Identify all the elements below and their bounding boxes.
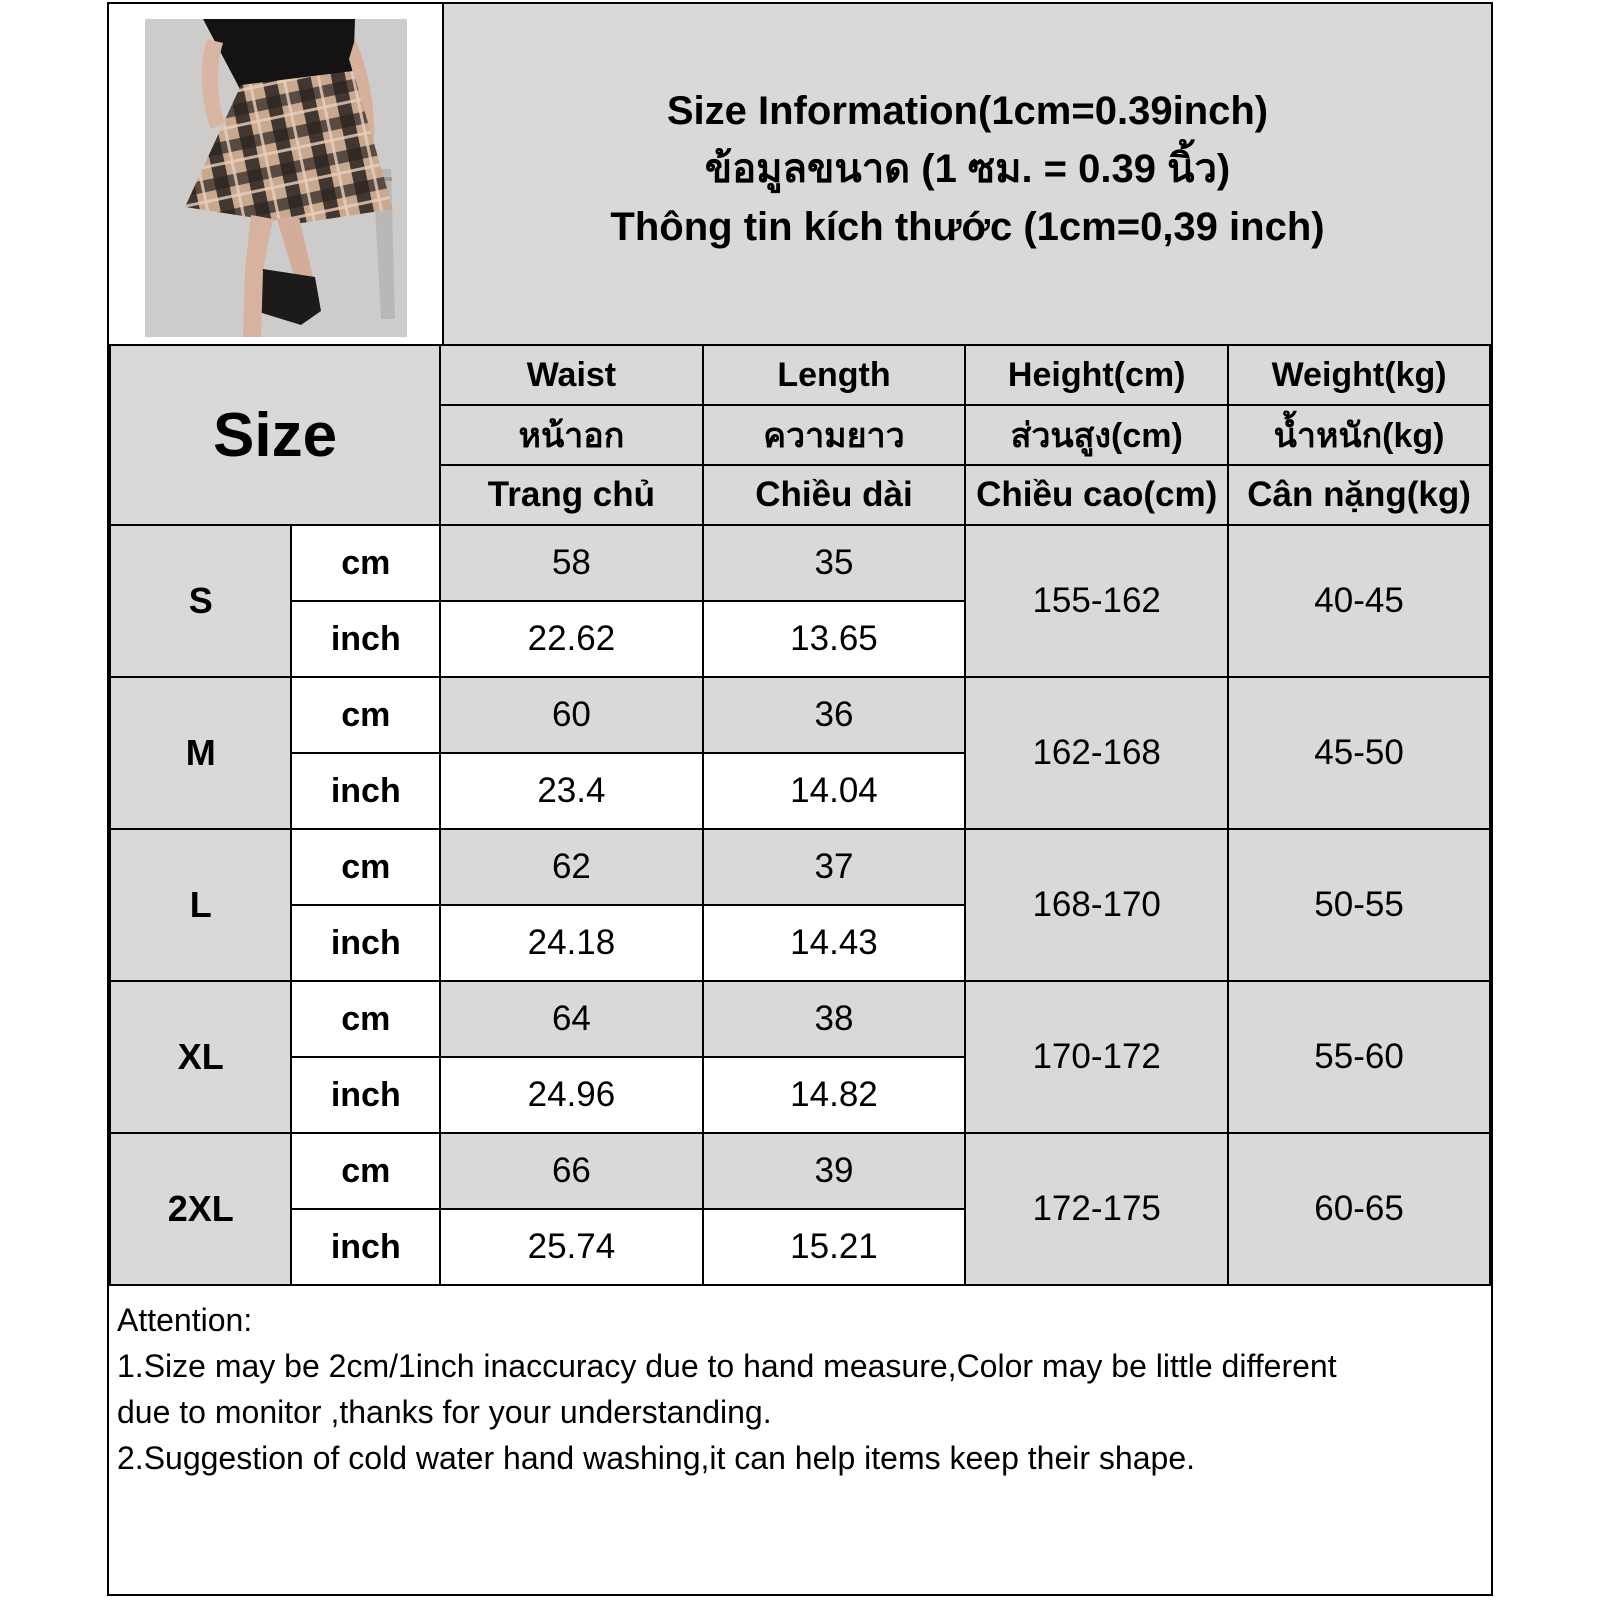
attention-note-1-cont: due to monitor ,thanks for your understanding. [117, 1394, 772, 1430]
waist-cm-s: 58 [440, 525, 703, 601]
weight-s: 40-45 [1228, 525, 1490, 677]
size-chart [107, 2, 1493, 1596]
length-inch-2xl: 15.21 [703, 1209, 966, 1285]
size-label-xl: XL [110, 981, 291, 1133]
header-length-en: Length [703, 345, 966, 405]
unit-inch: inch [291, 601, 440, 677]
length-inch-m: 14.04 [703, 753, 966, 829]
height-m: 162-168 [965, 677, 1228, 829]
height-l: 168-170 [965, 829, 1228, 981]
header-weight-vi: Cân nặng(kg) [1228, 465, 1490, 525]
height-s: 155-162 [965, 525, 1228, 677]
header-length-vi: Chiều dài [703, 465, 966, 525]
size-label-l: L [110, 829, 291, 981]
size-table [109, 344, 1491, 1286]
attention-notes [109, 1291, 1491, 1481]
length-inch-xl: 14.82 [703, 1057, 966, 1133]
length-cm-m: 36 [703, 677, 966, 753]
unit-cm: cm [291, 1133, 440, 1209]
weight-l: 50-55 [1228, 829, 1490, 981]
weight-m: 45-50 [1228, 677, 1490, 829]
length-cm-2xl: 39 [703, 1133, 966, 1209]
title-vietnamese: Thông tin kích thước (1cm=0,39 inch) [610, 205, 1325, 249]
size-label-2xl: 2XL [110, 1133, 291, 1285]
length-cm-l: 37 [703, 829, 966, 905]
waist-inch-2xl: 25.74 [440, 1209, 703, 1285]
size-label-m: M [110, 677, 291, 829]
size-label-s: S [110, 525, 291, 677]
header-length-th: ความยาว [703, 405, 966, 465]
length-inch-l: 14.43 [703, 905, 966, 981]
height-xl: 170-172 [965, 981, 1228, 1133]
size-info-title [444, 4, 1491, 346]
weight-2xl: 60-65 [1228, 1133, 1490, 1285]
waist-cm-m: 60 [440, 677, 703, 753]
header-waist-th: หน้าอก [440, 405, 703, 465]
unit-inch: inch [291, 1057, 440, 1133]
header-height-vi: Chiều cao(cm) [965, 465, 1228, 525]
length-cm-xl: 38 [703, 981, 966, 1057]
unit-inch: inch [291, 753, 440, 829]
title-thai: ข้อมูลขนาด (1 ซม. = 0.39 นิ้ว) [704, 147, 1231, 191]
waist-inch-m: 23.4 [440, 753, 703, 829]
header-height-en: Height(cm) [965, 345, 1228, 405]
attention-heading: Attention: [117, 1302, 253, 1338]
height-2xl: 172-175 [965, 1133, 1228, 1285]
length-inch-s: 13.65 [703, 601, 966, 677]
waist-cm-2xl: 66 [440, 1133, 703, 1209]
unit-inch: inch [291, 905, 440, 981]
product-photo [145, 19, 407, 337]
waist-inch-l: 24.18 [440, 905, 703, 981]
title-english: Size Information(1cm=0.39inch) [666, 89, 1269, 133]
unit-cm: cm [291, 829, 440, 905]
unit-inch: inch [291, 1209, 440, 1285]
waist-cm-l: 62 [440, 829, 703, 905]
header-waist-vi: Trang chủ [440, 465, 703, 525]
product-photo-cell [109, 4, 444, 346]
weight-xl: 55-60 [1228, 981, 1490, 1133]
waist-inch-xl: 24.96 [440, 1057, 703, 1133]
attention-note-1: 1.Size may be 2cm/1inch inaccuracy due to hand measure,Color may be little different [117, 1348, 1337, 1384]
length-cm-s: 35 [703, 525, 966, 601]
plaid-skirt-image [145, 19, 407, 337]
header-weight-th: น้ำหนัก(kg) [1228, 405, 1490, 465]
header-waist-en: Waist [440, 345, 703, 405]
waist-cm-xl: 64 [440, 981, 703, 1057]
unit-cm: cm [291, 981, 440, 1057]
size-header: Size [110, 345, 440, 525]
waist-inch-s: 22.62 [440, 601, 703, 677]
unit-cm: cm [291, 677, 440, 753]
header-weight-en: Weight(kg) [1228, 345, 1490, 405]
attention-note-2: 2.Suggestion of cold water hand washing,it can help items keep their shape. [117, 1440, 1195, 1476]
unit-cm: cm [291, 525, 440, 601]
header-height-th: ส่วนสูง(cm) [965, 405, 1228, 465]
